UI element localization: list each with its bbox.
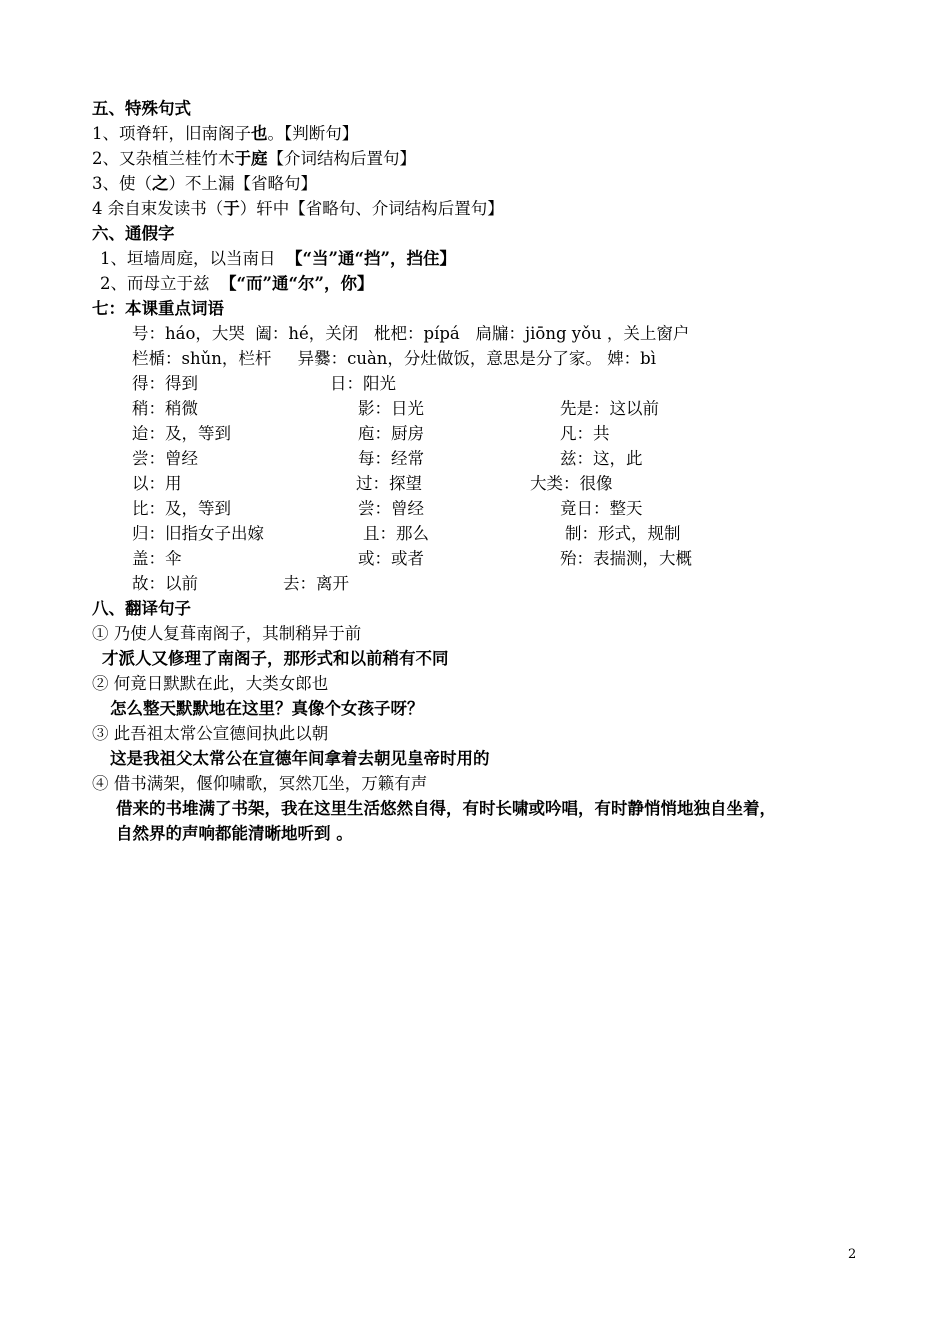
sentence-translation-4-line-2: 自然界的声响都能清晰地听到 。 <box>116 824 353 843</box>
vocab-entry: 迨：及，等到 <box>132 424 231 443</box>
item-bold: 也 <box>251 124 268 143</box>
section-6-title: 六、通假字 <box>92 224 175 243</box>
item-note: ）不上漏【省略句】 <box>168 174 317 193</box>
sentence-original-4: ④ 借书满架，偃仰啸歌，冥然兀坐，万籁有声 <box>92 774 428 793</box>
vocab-entry: 稍：稍微 <box>132 399 198 418</box>
section-5-item-3 <box>92 172 317 196</box>
item-bold: 于庭 <box>234 149 268 168</box>
item-bold: 之 <box>152 174 169 193</box>
item-text: 2、而母立于兹 <box>100 274 210 293</box>
vocab-entry: 盖：伞 <box>132 549 182 568</box>
item-note: 。【判断句】 <box>267 124 359 143</box>
item-note: ）轩中【省略句、介词结构后置句】 <box>239 199 504 218</box>
vocab-entry: 日：阳光 <box>330 374 396 393</box>
vocab-entry: 归：旧指女子出嫁 <box>132 524 264 543</box>
item-text: 4 余自束发读书（ <box>92 199 224 218</box>
sentence-original-3: ③ 此吾祖太常公宣德间执此以朝 <box>92 724 329 743</box>
item-note: 【“而”通“尔”，你】 <box>220 274 374 293</box>
vocab-entry: 故：以前 <box>132 574 198 593</box>
vocab-entry: 过：探望 <box>356 474 422 493</box>
vocab-entry: 制：形式，规制 <box>565 524 681 543</box>
vocab-entry: 兹：这，此 <box>560 449 643 468</box>
section-5-item-4 <box>92 197 504 221</box>
section-5-item-2 <box>92 147 416 171</box>
item-text: 3、使（ <box>92 174 152 193</box>
section-7-title: 七：本课重点词语 <box>92 299 224 318</box>
vocab-entry: 影：日光 <box>358 399 424 418</box>
sentence-translation-1: 才派人又修理了南阁子，那形式和以前稍有不同 <box>102 649 449 668</box>
vocab-entry: 庖：厨房 <box>358 424 424 443</box>
sentence-translation-4-line-1: 借来的书堆满了书架，我在这里生活悠然自得，有时长啸或吟唱，有时静悄悄地独自坐着， <box>116 799 776 818</box>
vocab-entry: 以：用 <box>132 474 182 493</box>
vocab-entry: 竟日：整天 <box>560 499 643 518</box>
item-text: 2、又杂植兰桂竹木 <box>92 149 235 168</box>
vocab-entry: 殆：表揣测，大概 <box>560 549 692 568</box>
vocab-entry: 先是：这以前 <box>560 399 659 418</box>
section-6-item-1 <box>100 247 456 271</box>
vocab-entry: 比：及，等到 <box>132 499 231 518</box>
vocab-line-2: 栏楯：shǔn，栏杆 异爨：cuàn，分灶做饭，意思是分了家。 婢：bì <box>132 349 656 368</box>
vocab-entry: 得：得到 <box>132 374 198 393</box>
vocab-entry: 尝：曾经 <box>358 499 424 518</box>
sentence-translation-2: 怎么整天默默地在这里？真像个女孩子呀？ <box>110 699 424 718</box>
section-6-item-2 <box>100 272 373 296</box>
vocab-entry: 且：那么 <box>363 524 429 543</box>
item-text: 1、项脊轩，旧南阁子 <box>92 124 251 143</box>
sentence-original-1: ① 乃使人复葺南阁子，其制稍异于前 <box>92 624 362 643</box>
section-5-item-1 <box>92 122 358 146</box>
sentence-translation-3: 这是我祖父太常公在宣德年间拿着去朝见皇帝时用的 <box>110 749 490 768</box>
vocab-entry: 凡：共 <box>560 424 610 443</box>
sentence-original-2: ② 何竟日默默在此，大类女郎也 <box>92 674 329 693</box>
section-5-title: 五、特殊句式 <box>92 99 191 118</box>
page-number: 2 <box>848 1247 857 1262</box>
vocab-entry: 去：离开 <box>283 574 349 593</box>
section-8-title: 八、翻译句子 <box>92 599 191 618</box>
item-note: 【“当”通“挡”，挡住】 <box>286 249 456 268</box>
item-bold: 于 <box>223 199 240 218</box>
vocab-entry: 每：经常 <box>358 449 424 468</box>
vocab-entry: 或：或者 <box>358 549 424 568</box>
vocab-entry: 尝：曾经 <box>132 449 198 468</box>
vocab-entry: 大类：很像 <box>530 474 613 493</box>
item-text: 1、垣墙周庭，以当南日 <box>100 249 276 268</box>
vocab-line-1: 号：háo，大哭 阖：hé，关闭 枇杷：pípá 扃牖：jiōng yǒu ，关上窗户 <box>132 324 690 343</box>
item-note: 【介词结构后置句】 <box>267 149 416 168</box>
